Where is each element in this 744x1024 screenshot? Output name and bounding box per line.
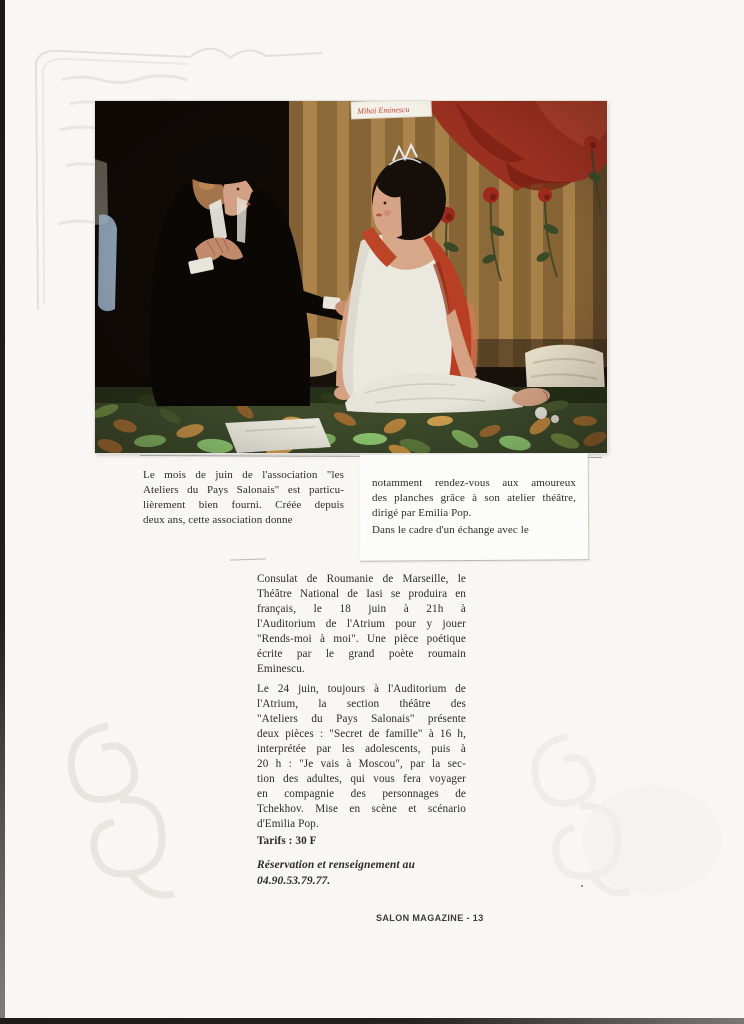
photo-vignette	[95, 101, 607, 453]
text-line: deux pièces : "Secret de famille" à 16 h,	[257, 728, 466, 740]
text-line: tion des adultes, qui vous fera voyager	[257, 773, 466, 785]
text-line: interprétée par les adolescents, puis à	[257, 743, 466, 755]
text-line: Le mois de juin de l'association "les	[143, 469, 344, 481]
text-line: d'Emilia Pop.	[257, 818, 319, 830]
text-line: Tchekhov. Mise en scène et scénario	[257, 803, 466, 815]
text-line: deux ans, cette association donne	[143, 514, 293, 526]
scan-speck	[581, 885, 583, 887]
text-line: "Ateliers du Pays Salonais" présente	[257, 713, 466, 725]
scan-edge-left	[0, 0, 5, 1024]
text-line: écrite par le grand poète roumain	[257, 648, 466, 660]
scan-edge-bottom	[0, 1018, 744, 1024]
text-line: 04.90.53.79.77.	[257, 875, 331, 887]
text-line: en compagnie des personnages de	[257, 788, 466, 800]
text-line: l'Atrium, la section théâtre des	[257, 698, 466, 710]
text-line: Le 24 juin, toujours à l'Auditorium de	[257, 683, 466, 695]
text-line: Ateliers du Pays Salonais" est particu-	[143, 484, 344, 496]
text-line: 20 h : "Je vais à Moscou", par la sec-	[257, 758, 466, 770]
article-paragraph-1	[257, 572, 466, 677]
text-line: lièrement bien fourni. Créée depuis	[143, 499, 344, 511]
text-line: Théâtre National de Iasi se produira en	[257, 588, 466, 600]
text-line: Dans le cadre d'un échange avec le	[372, 524, 529, 536]
text-line: Consulat de Roumanie de Marseille, le	[257, 573, 466, 585]
text-line: dirigé par Emilia Pop.	[372, 507, 472, 519]
text-line: "Rends-moi à moi". Une pièce poétique	[257, 633, 466, 645]
ghost-swirl-left	[71, 726, 174, 895]
text-line: Eminescu.	[257, 663, 305, 675]
article-block	[257, 572, 466, 890]
text-line: notamment rendez-vous aux amoureux	[372, 477, 576, 489]
text-line: Réservation et renseignement au	[257, 859, 416, 871]
reservation-block	[257, 858, 466, 890]
text-line: des planches grâce à son atelier théâtre,	[372, 492, 576, 504]
article-paragraph-2	[257, 682, 466, 832]
ghost-smudge	[582, 785, 722, 895]
text-line: l'Auditorium de l'Atrium pour y jouer	[257, 618, 466, 630]
intro-column-right	[372, 476, 576, 538]
page-footer: SALON MAGAZINE - 13	[376, 913, 484, 923]
intro-column-left	[143, 468, 344, 528]
theatre-photograph	[95, 101, 607, 453]
tarifs-line: Tarifs : 30 F	[257, 835, 317, 847]
text-line: français, le 18 juin à 21h à	[257, 603, 466, 615]
